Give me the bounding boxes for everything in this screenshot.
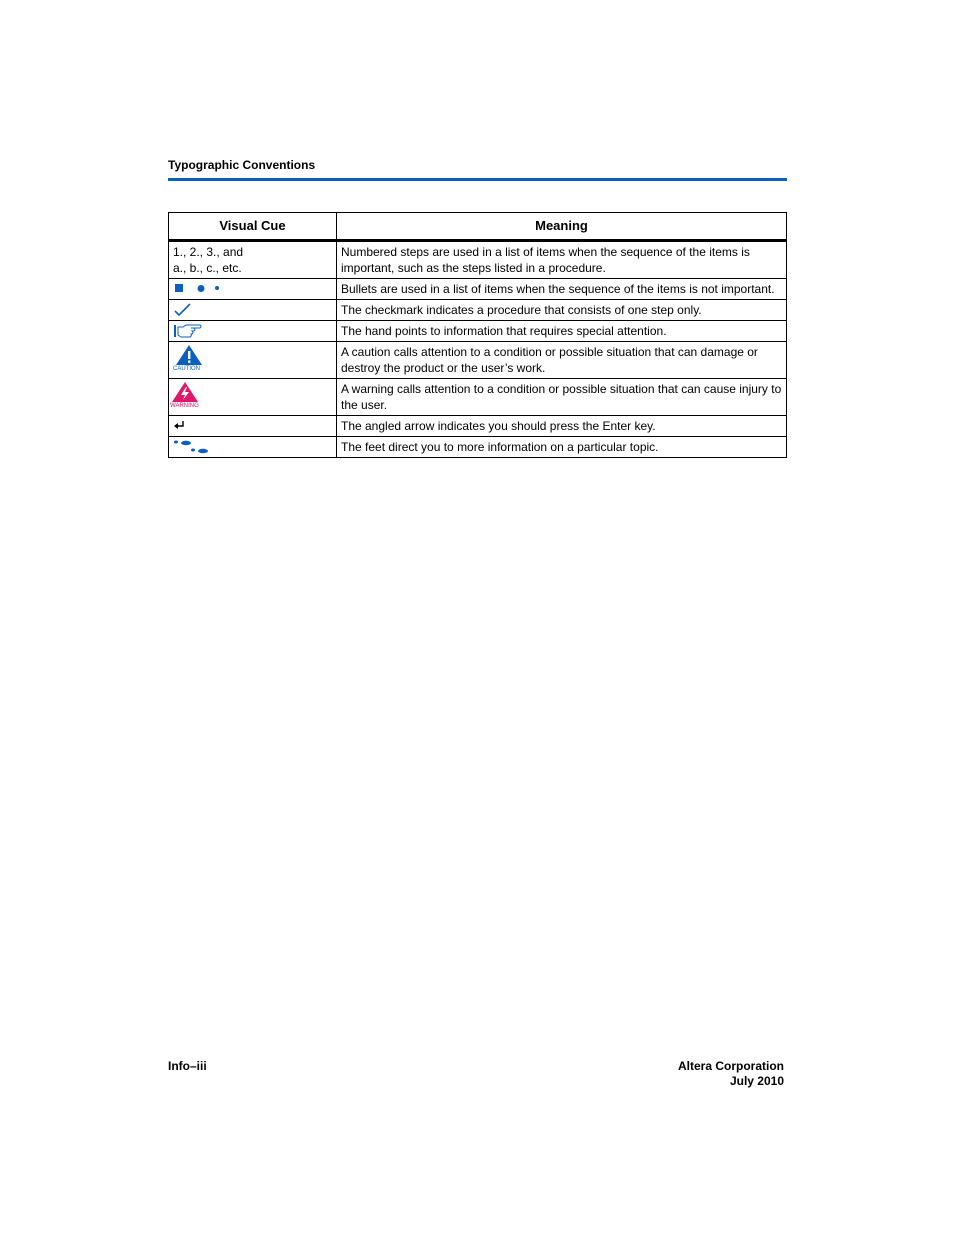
caution-icon: [173, 344, 203, 366]
warning-label: WARNING: [170, 403, 199, 409]
enter-arrow-icon: [173, 418, 189, 432]
hand-pointer-icon: [173, 323, 203, 339]
table-row: [169, 300, 787, 321]
table-row: [169, 379, 787, 416]
conventions-table: [168, 212, 787, 458]
meaning-cell: Numbered steps are used in a list of items when the sequence of the items is important, such as the steps listed in a procedure.: [337, 241, 787, 279]
meaning-cell: A caution calls attention to a condition or possible situation that can damage or destroy the product or the user’s work.: [337, 342, 787, 379]
checkmark-icon: [173, 302, 193, 318]
visual-cue-cell: [169, 279, 337, 300]
footer-date: July 2010: [729, 1074, 784, 1088]
table-row: [169, 279, 787, 300]
warning-icon: [170, 381, 200, 403]
visual-cue-cell: [169, 300, 337, 321]
table-row: [169, 437, 787, 458]
header-rule: [168, 178, 787, 181]
bullet-icons: [173, 281, 233, 295]
section-title: Typographic Conventions: [168, 158, 316, 172]
column-header-visual-cue: Visual Cue: [169, 213, 337, 241]
caution-label: CAUTION: [173, 366, 200, 372]
meaning-cell: The feet direct you to more information on a particular topic.: [337, 437, 787, 458]
footer-page-number: Info–iii: [168, 1059, 207, 1073]
meaning-cell: The hand points to information that requires special attention.: [337, 321, 787, 342]
table-row: [169, 416, 787, 437]
table-row: [169, 321, 787, 342]
meaning-cell: A warning calls attention to a condition or possible situation that can cause injury to the user.: [337, 379, 787, 416]
table-row: [169, 342, 787, 379]
numbered-steps-cue: 1., 2., 3., and a., b., c., etc.: [173, 245, 244, 275]
meaning-cell: The angled arrow indicates you should press the Enter key.: [337, 416, 787, 437]
feet-icon: [173, 439, 213, 455]
visual-cue-cell: [169, 379, 337, 416]
table-header-row: [169, 213, 787, 241]
meaning-cell: The checkmark indicates a procedure that consists of one step only.: [337, 300, 787, 321]
footer-company: Altera Corporation: [677, 1059, 784, 1073]
meaning-cell: Bullets are used in a list of items when the sequence of the items is not important.: [337, 279, 787, 300]
visual-cue-cell: [169, 321, 337, 342]
visual-cue-cell: [169, 416, 337, 437]
table-row: [169, 241, 787, 279]
visual-cue-cell: [169, 241, 337, 279]
visual-cue-cell: [169, 437, 337, 458]
visual-cue-cell: [169, 342, 337, 379]
column-header-meaning: Meaning: [337, 213, 787, 241]
